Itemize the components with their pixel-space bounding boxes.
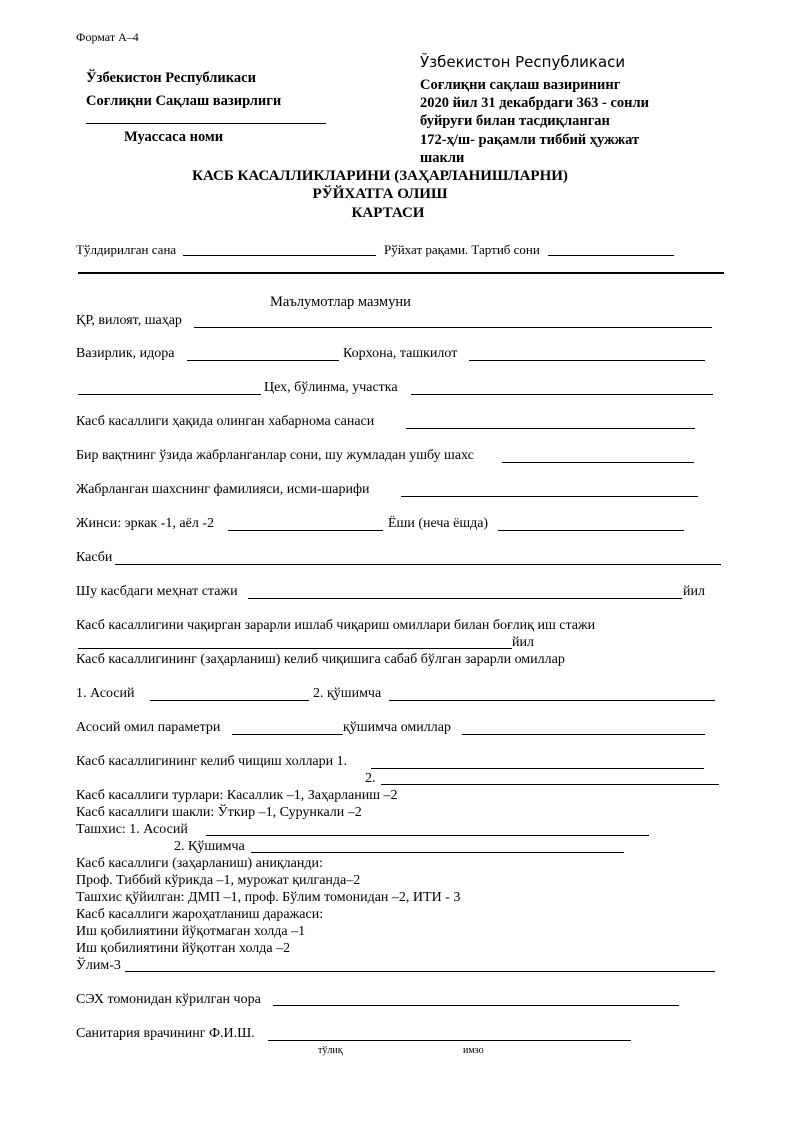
- right-header-doc-number: 172-ҳ/ш- рақамли тиббий ҳужжат: [420, 132, 640, 148]
- harmful-exp-unit: йил: [512, 635, 534, 650]
- ministry-input-line[interactable]: [187, 360, 339, 361]
- workshop-prefix-line[interactable]: [78, 394, 261, 395]
- separator-rule: [78, 272, 724, 274]
- experience-unit: йил: [683, 584, 705, 599]
- experience-input-line[interactable]: [248, 598, 682, 599]
- extra-factors-input-line[interactable]: [462, 734, 705, 735]
- main-param-input-line[interactable]: [232, 734, 343, 735]
- sex-input-line[interactable]: [228, 530, 383, 531]
- card-title-line2: РЎЙХАТГА ОЛИШ: [312, 186, 448, 202]
- card-title-line3: КАРТАСИ: [351, 205, 425, 221]
- factor-extra-input-line[interactable]: [389, 700, 715, 701]
- simultaneous-label: Бир вақтнинг ўзида жабрланганлар сони, шу жумладан ушбу шахс: [76, 448, 474, 463]
- doctor-signature-caption: имзо: [463, 1045, 484, 1056]
- right-header-approved: буйруғи билан тасдиқланган: [420, 113, 610, 129]
- simultaneous-input-line[interactable]: [502, 462, 694, 463]
- detected-label: Касб касаллиги (заҳарланиш) аниқланди:: [76, 856, 323, 871]
- right-header-order-date: 2020 йил 31 декабрдаги 363 - сонли: [420, 95, 650, 111]
- age-label: Ёши (неча ёшда): [388, 516, 489, 531]
- profession-label: Касби: [76, 550, 113, 565]
- region-label: ҚР, вилоят, шаҳар: [76, 313, 182, 328]
- diagnosis-extra-label: 2. Қўшимча: [174, 839, 245, 854]
- severity-option-1: Иш қобилиятини йўқотмаган холда –1: [76, 924, 306, 939]
- workshop-label: Цех, бўлинма, участка: [264, 380, 398, 395]
- death-input-line[interactable]: [125, 971, 715, 972]
- death-label: Ўлим-3: [76, 958, 121, 973]
- institution-name-label: Муассаса номи: [124, 129, 224, 145]
- profession-input-line[interactable]: [115, 564, 721, 565]
- diagnosis-main-input-line[interactable]: [206, 835, 649, 836]
- circumstances-2-label: 2.: [365, 771, 376, 786]
- content-heading: Маълумотлар мазмуни: [270, 294, 411, 310]
- date-filled-label: Тўлдирилган сана: [76, 242, 177, 257]
- left-header-country: Ўзбекистон Республикаси: [86, 70, 256, 86]
- circumstances-2-input-line[interactable]: [381, 784, 719, 785]
- enterprise-label: Корхона, ташкилот: [343, 346, 458, 361]
- left-header-ministry: Соғлиқни Сақлаш вазирлиги: [86, 93, 282, 109]
- circumstances-label: Касб касаллигининг келиб чищиш холлари 1.: [76, 754, 348, 769]
- factor-extra-label: 2. қўшимча: [313, 686, 382, 701]
- right-header-minister: Соғлиқни сақлаш вазирининг: [420, 77, 621, 93]
- reg-number-input-line[interactable]: [548, 255, 674, 256]
- reg-number-label: Рўйхат рақами. Тартиб сони: [384, 242, 540, 257]
- factors-heading: Касб касаллигининг (заҳарланиш) келиб чиқишига сабаб бўлган зарарли омиллар: [76, 652, 565, 667]
- enterprise-input-line[interactable]: [469, 360, 705, 361]
- region-input-line[interactable]: [194, 327, 712, 328]
- extra-factors-label: қўшимча омиллар: [343, 720, 451, 735]
- ministry-label: Вазирлик, идора: [76, 346, 175, 361]
- form-label: Касб касаллиги шакли: Ўткир –1, Сурункали –2: [76, 805, 362, 820]
- diagnosis-extra-input-line[interactable]: [251, 852, 624, 853]
- date-filled-input-line[interactable]: [183, 255, 376, 256]
- notice-date-input-line[interactable]: [406, 428, 695, 429]
- doctor-input-line[interactable]: [268, 1040, 631, 1041]
- severity-label: Касб касаллиги жароҳатланиш даражаси:: [76, 907, 324, 922]
- notice-date-label: Касб касаллиги ҳақида олинган хабарнома санаси: [76, 414, 375, 429]
- right-header-form: шакли: [420, 150, 465, 166]
- detected-options: Проф. Тиббий кўрикда –1, мурожат қилганда–2: [76, 873, 361, 888]
- diagnosis-main-label: Ташхис: 1. Асосий: [76, 822, 188, 837]
- sex-label: Жинси: эркак -1, аёл -2: [76, 516, 214, 531]
- experience-label: Шу касбдаги меҳнат стажи: [76, 584, 238, 599]
- institution-name-line: [86, 123, 326, 124]
- doctor-fullname-caption: тўлиқ: [318, 1045, 343, 1056]
- factor-main-label: 1. Асосий: [76, 686, 135, 701]
- age-input-line[interactable]: [498, 530, 684, 531]
- harmful-exp-label: Касб касаллигини чақирган зарарли ишлаб чиқариш омиллари билан боғлиқ иш стажи: [76, 618, 596, 633]
- right-header-country: Ўзбекистон Республикаси: [420, 53, 626, 71]
- measures-label: СЭХ томонидан кўрилган чора: [76, 992, 261, 1007]
- diagnosed-by-label: Ташхис қўйилган: ДМП –1, проф. Бўлим томонидан –2, ИТИ - 3: [76, 890, 461, 905]
- fullname-label: Жабрланган шахснинг фамилияси, исми-шарифи: [76, 482, 370, 497]
- circumstances-1-input-line[interactable]: [371, 768, 704, 769]
- format-label: Формат А–4: [76, 30, 139, 44]
- main-param-label: Асосий омил параметри: [76, 720, 221, 735]
- harmful-exp-input-line[interactable]: [78, 648, 512, 649]
- workshop-input-line[interactable]: [411, 394, 713, 395]
- fullname-input-line[interactable]: [401, 496, 698, 497]
- severity-option-2: Иш қобилиятини йўқотган холда –2: [76, 941, 291, 956]
- factor-main-input-line[interactable]: [150, 700, 309, 701]
- measures-input-line[interactable]: [273, 1005, 679, 1006]
- doctor-label: Санитария врачининг Ф.И.Ш.: [76, 1026, 255, 1041]
- card-title-line1: КАСБ КАСАЛЛИКЛАРИНИ (ЗАҲАРЛАНИШЛАРНИ): [192, 168, 568, 184]
- types-label: Касб касаллиги турлари: Касаллик –1, Заҳарланиш –2: [76, 788, 398, 803]
